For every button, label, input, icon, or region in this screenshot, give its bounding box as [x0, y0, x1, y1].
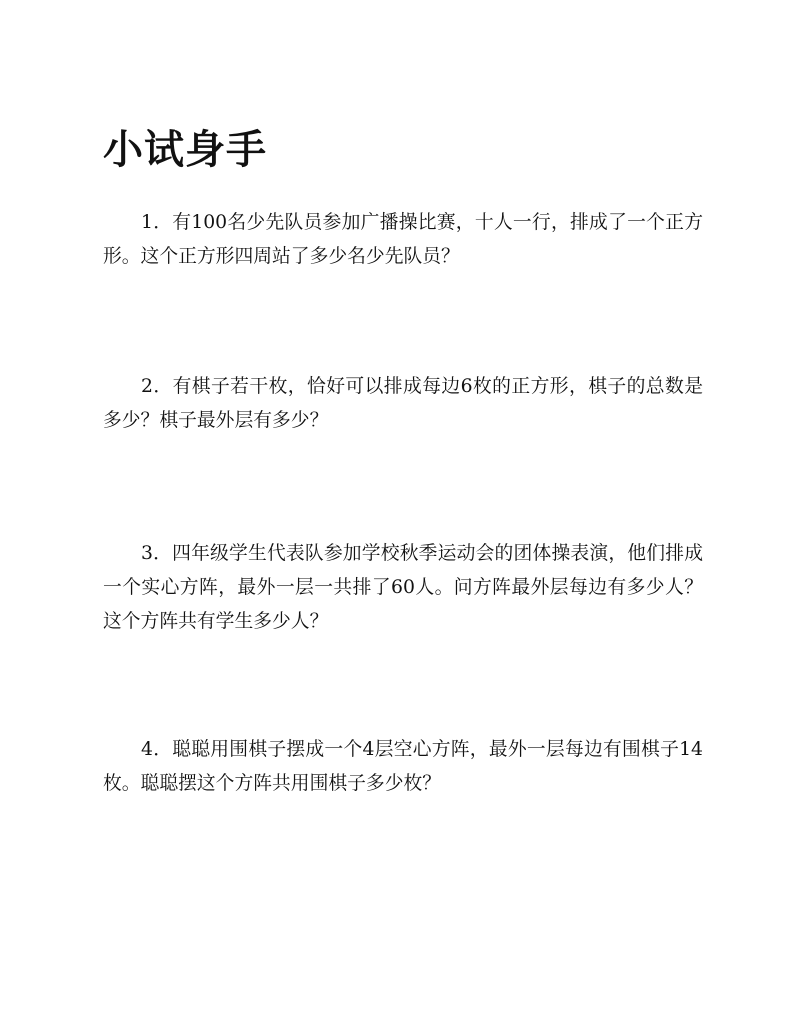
question-3: 3．四年级学生代表队参加学校秋季运动会的团体操表演，他们排成一个实心方阵，最外一层一共排了60人。问方阵最外层每边有多少人？这个方阵共有学生多少人？ [103, 543, 703, 632]
page-title: 小试身手 [103, 127, 267, 173]
question-2: 2．有棋子若干枚，恰好可以排成每边6枚的正方形，棋子的总数是多少？棋子最外层有多少？ [103, 376, 703, 431]
question-4: 4．聪聪用围棋子摆成一个4层空心方阵，最外一层每边有围棋子14枚。聪聪摆这个方阵共用围棋子多少枚？ [103, 739, 703, 794]
question-1: 1．有100名少先队员参加广播操比赛，十人一行，排成了一个正方形。这个正方形四周站了多少名少先队员？ [103, 212, 703, 267]
